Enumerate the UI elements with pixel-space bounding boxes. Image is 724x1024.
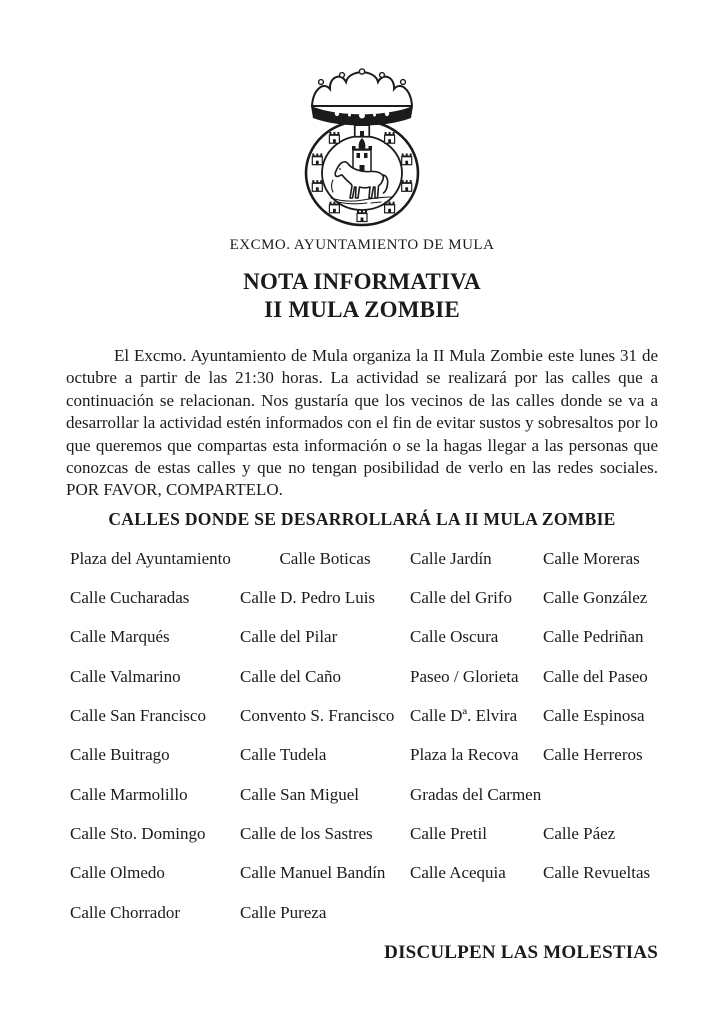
street-cell: Calle del Pilar (240, 627, 338, 647)
street-cell: Calle Jardín (410, 548, 492, 568)
street-cell: Gradas del Carmen (410, 784, 542, 804)
street-cell (543, 784, 662, 823)
street-cell: Calle del Caño (240, 666, 342, 686)
street-cell: Calle Espinosa (543, 706, 645, 726)
street-cell: Calle Pedriñan (543, 627, 644, 647)
street-cell (410, 902, 543, 941)
street-cell (543, 902, 662, 941)
street-cell: Calle de los Sastres (240, 823, 373, 843)
street-cell: Calle Cucharadas (70, 588, 190, 608)
street-row (70, 666, 662, 705)
street-row (70, 626, 662, 665)
street-cell: Calle Moreras (543, 548, 640, 568)
street-row (70, 862, 662, 901)
street-row (70, 823, 662, 862)
street-row (70, 784, 662, 823)
street-cell: Calle Herreros (543, 745, 643, 765)
document-title (66, 268, 658, 324)
street-row (70, 587, 662, 626)
street-cell: Calle Marmolillo (70, 784, 188, 804)
street-cell: Plaza la Recova (410, 745, 519, 765)
streets-table (70, 548, 662, 941)
street-cell: Calle Pretil (410, 823, 487, 843)
street-cell: Calle Oscura (410, 627, 499, 647)
crown-icon (311, 69, 413, 126)
street-cell: Calle Marqués (70, 627, 170, 647)
street-cell: Calle San Francisco (70, 706, 206, 726)
organization-name: EXCMO. AYUNTAMIENTO DE MULA (229, 237, 495, 253)
street-cell: Calle Manuel Bandín (240, 863, 386, 883)
street-cell: Calle Revueltas (543, 863, 651, 883)
street-row (70, 548, 662, 587)
title-line-1: NOTA INFORMATIVA (243, 269, 481, 294)
street-row (70, 744, 662, 783)
street-cell: Calle Valmarino (70, 666, 181, 686)
closing-message: DISCULPEN LAS MOLESTIAS (384, 941, 658, 963)
street-cell: Calle Tudela (240, 745, 327, 765)
street-row (70, 902, 662, 941)
street-cell: Calle Acequia (410, 863, 506, 883)
street-cell: Calle Boticas (279, 548, 371, 568)
street-cell: Calle González (543, 588, 648, 608)
streets-heading: CALLES DONDE SE DESARROLLARÁ LA II MULA ZOMBIE (108, 508, 616, 529)
body-paragraph: El Excmo. Ayuntamiento de Mula organiza la II Mula Zombie este lunes 31 de octubre a partir de las 21:30 horas. La actividad se realizará por las calles que a continuación se relacionan. Nos gustaría que los vecinos de las calles donde se va a desarrollar la actividad estén informados con el fin de evitar sustos y sobresaltos por lo que queremos que compartas esta información o se la hagas llegar a las personas que conozcas de estas calles y que no tengan posibilidad de verlo en las redes sociales. POR FAVOR, COMPARTELO. (66, 346, 658, 500)
mula-coat-of-arms-icon (297, 68, 427, 228)
street-cell: Calle del Grifo (410, 588, 512, 608)
title-line-2: II MULA ZOMBIE (264, 297, 460, 322)
coat-of-arms (297, 68, 427, 228)
street-cell: Calle Pureza (240, 902, 327, 922)
street-cell: Calle del Paseo (543, 666, 648, 686)
street-cell: Calle Dª. Elvira (410, 706, 518, 726)
street-cell: Calle Chorrador (70, 902, 180, 922)
street-cell: Plaza del Ayuntamiento (70, 548, 231, 568)
street-cell: Calle Buitrago (70, 745, 170, 765)
street-cell: Convento S. Francisco (240, 706, 395, 726)
street-cell: Calle D. Pedro Luis (240, 588, 376, 608)
street-cell: Paseo / Glorieta (410, 666, 519, 686)
street-cell: Calle Olmedo (70, 863, 165, 883)
street-cell: Calle Páez (543, 823, 616, 843)
street-cell: Calle Sto. Domingo (70, 823, 206, 843)
street-cell: Calle San Miguel (240, 784, 359, 804)
street-row (70, 705, 662, 744)
